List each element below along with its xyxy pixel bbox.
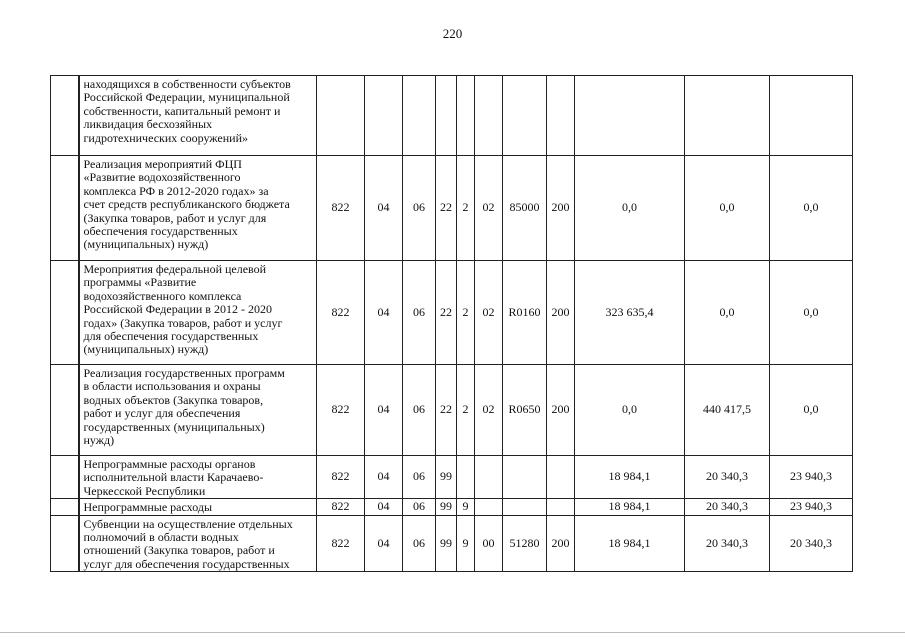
row-description — [79, 456, 317, 499]
value-year-3-cell — [770, 76, 853, 156]
section-code-cell — [365, 76, 403, 156]
subprogram-code-cell: 2 — [457, 261, 475, 365]
direction-code-cell: 85000 — [503, 156, 547, 261]
description-line: ликвидация бесхозяйных — [83, 117, 213, 132]
value-year-1-cell: 0,0 — [575, 156, 685, 261]
row-description — [79, 515, 317, 572]
description-line: государственных (муниципальных) — [83, 419, 265, 434]
expense-type-code-cell: 200 — [547, 515, 575, 572]
value-year-1-cell: 323 635,4 — [575, 261, 685, 365]
direction-code-cell — [503, 76, 547, 156]
section-code-cell: 04 — [365, 456, 403, 499]
row-number-cell — [51, 156, 79, 261]
expense-type-code-cell: 200 — [547, 156, 575, 261]
expense-type-code-cell — [547, 456, 575, 499]
row-number-cell — [51, 499, 79, 515]
subsection-code-cell: 06 — [403, 365, 436, 456]
row-description — [79, 365, 317, 456]
description-line: (муниципальных) нужд) — [83, 237, 209, 252]
grbs-code-cell: 822 — [317, 365, 365, 456]
subsection-code-cell: 06 — [403, 499, 436, 515]
direction-code-cell: R0160 — [503, 261, 547, 365]
value-year-1-cell — [575, 76, 685, 156]
description-line: для обеспечения государственных — [83, 329, 259, 344]
description-line: в области использования и охраны — [83, 379, 261, 394]
budget-table — [50, 75, 853, 572]
subprogram-code-cell: 9 — [457, 499, 475, 515]
table-row — [51, 515, 853, 572]
description-line: Непрограммные расходы органов — [83, 457, 256, 471]
expense-type-code-cell: 200 — [547, 261, 575, 365]
program-code-cell: 22 — [436, 261, 457, 365]
section-code-cell: 04 — [365, 499, 403, 515]
program-code-cell: 99 — [436, 499, 457, 515]
description-line: комплекса РФ в 2012-2020 годах» за — [83, 183, 269, 198]
row-description — [79, 499, 317, 515]
program-code-cell: 22 — [436, 156, 457, 261]
description-line: нужд) — [83, 433, 115, 448]
row-number-cell — [51, 365, 79, 456]
description-line: Реализация государственных программ — [83, 366, 285, 380]
subsection-code-cell: 06 — [403, 261, 436, 365]
value-year-3-cell: 23 940,3 — [770, 456, 853, 499]
value-year-2-cell: 20 340,3 — [685, 515, 770, 572]
program-code-cell: 99 — [436, 515, 457, 572]
value-year-1-cell: 0,0 — [575, 365, 685, 456]
description-line: собственности, капитальный ремонт и — [83, 103, 281, 118]
table-row — [51, 261, 853, 365]
value-year-3-cell: 0,0 — [770, 156, 853, 261]
description-line: исполнительной власти Карачаево- — [83, 470, 264, 485]
value-year-3-cell: 20 340,3 — [770, 515, 853, 572]
value-year-2-cell — [685, 76, 770, 156]
description-line: счет средств республиканского бюджета — [83, 197, 290, 212]
table-row — [51, 456, 853, 499]
program-code-cell: 22 — [436, 365, 457, 456]
value-year-2-cell: 0,0 — [685, 156, 770, 261]
grbs-code-cell: 822 — [317, 456, 365, 499]
subprogram-code-cell — [457, 76, 475, 156]
row-number-cell — [51, 456, 79, 499]
table-row — [51, 76, 853, 156]
expense-type-code-cell — [547, 499, 575, 515]
description-line: гидротехнических сооружений» — [83, 130, 249, 145]
event-code-cell: 00 — [475, 515, 503, 572]
event-code-cell — [475, 456, 503, 499]
description-line: (муниципальных) нужд) — [83, 342, 209, 357]
section-code-cell: 04 — [365, 365, 403, 456]
description-line: полномочий в области водных — [83, 530, 239, 545]
description-line: годах» (Закупка товаров, работ и услуг — [83, 315, 283, 330]
event-code-cell: 02 — [475, 261, 503, 365]
grbs-code-cell: 822 — [317, 515, 365, 572]
grbs-code-cell — [317, 76, 365, 156]
row-description — [79, 156, 317, 261]
description-line: водохозяйственного комплекса — [83, 288, 242, 303]
value-year-3-cell: 23 940,3 — [770, 499, 853, 515]
description-line: Российской Федерации, муниципальной — [83, 90, 290, 105]
description-line: водных объектов (Закупка товаров, — [83, 392, 264, 407]
value-year-2-cell: 20 340,3 — [685, 456, 770, 499]
value-year-1-cell: 18 984,1 — [575, 515, 685, 572]
description-line: находящихся в собственности субъектов — [83, 77, 291, 91]
row-number-cell — [51, 261, 79, 365]
event-code-cell — [475, 76, 503, 156]
subprogram-code-cell: 2 — [457, 365, 475, 456]
value-year-3-cell: 0,0 — [770, 261, 853, 365]
description-line: услуг для обеспечения государственных — [83, 556, 290, 571]
value-year-2-cell: 0,0 — [685, 261, 770, 365]
subsection-code-cell: 06 — [403, 515, 436, 572]
subsection-code-cell: 06 — [403, 156, 436, 261]
event-code-cell: 02 — [475, 156, 503, 261]
table-row — [51, 499, 853, 515]
page-number: 220 — [442, 26, 463, 41]
description-line: (Закупка товаров, работ и услуг для — [83, 210, 267, 225]
value-year-3-cell: 0,0 — [770, 365, 853, 456]
section-code-cell: 04 — [365, 261, 403, 365]
description-line: Реализация мероприятий ФЦП — [83, 157, 242, 171]
page-bottom-rule — [0, 632, 905, 633]
subsection-code-cell: 06 — [403, 456, 436, 499]
table-row — [51, 156, 853, 261]
grbs-code-cell: 822 — [317, 261, 365, 365]
description-line: «Развитие водохозяйственного — [83, 170, 241, 185]
grbs-code-cell: 822 — [317, 156, 365, 261]
description-line: отношений (Закупка товаров, работ и — [83, 543, 275, 558]
subsection-code-cell — [403, 76, 436, 156]
subprogram-code-cell: 2 — [457, 156, 475, 261]
row-description — [79, 76, 317, 156]
direction-code-cell — [503, 456, 547, 499]
section-code-cell: 04 — [365, 156, 403, 261]
value-year-1-cell: 18 984,1 — [575, 456, 685, 499]
expense-type-code-cell — [547, 76, 575, 156]
description-line: обеспечения государственных — [83, 224, 238, 239]
value-year-2-cell: 440 417,5 — [685, 365, 770, 456]
program-code-cell: 99 — [436, 456, 457, 499]
grbs-code-cell: 822 — [317, 499, 365, 515]
subprogram-code-cell — [457, 456, 475, 499]
row-number-cell — [51, 515, 79, 572]
section-code-cell: 04 — [365, 515, 403, 572]
direction-code-cell: 51280 — [503, 515, 547, 572]
expense-type-code-cell: 200 — [547, 365, 575, 456]
direction-code-cell: R0650 — [503, 365, 547, 456]
direction-code-cell — [503, 499, 547, 515]
value-year-1-cell: 18 984,1 — [575, 499, 685, 515]
description-line: Черкесской Республики — [83, 483, 206, 498]
description-line: Непрограммные расходы — [83, 500, 213, 515]
subprogram-code-cell: 9 — [457, 515, 475, 572]
table-row — [51, 365, 853, 456]
row-number-cell — [51, 76, 79, 156]
event-code-cell — [475, 499, 503, 515]
description-line: работ и услуг для обеспечения — [83, 406, 241, 421]
event-code-cell: 02 — [475, 365, 503, 456]
description-line: Российской Федерации в 2012 - 2020 — [83, 302, 272, 317]
description-line: Мероприятия федеральной целевой — [83, 262, 267, 276]
program-code-cell — [436, 76, 457, 156]
description-line: Субвенции на осуществление отдельных — [83, 516, 293, 531]
value-year-2-cell: 20 340,3 — [685, 499, 770, 515]
description-line: программы «Развитие — [83, 275, 197, 290]
row-description — [79, 261, 317, 365]
